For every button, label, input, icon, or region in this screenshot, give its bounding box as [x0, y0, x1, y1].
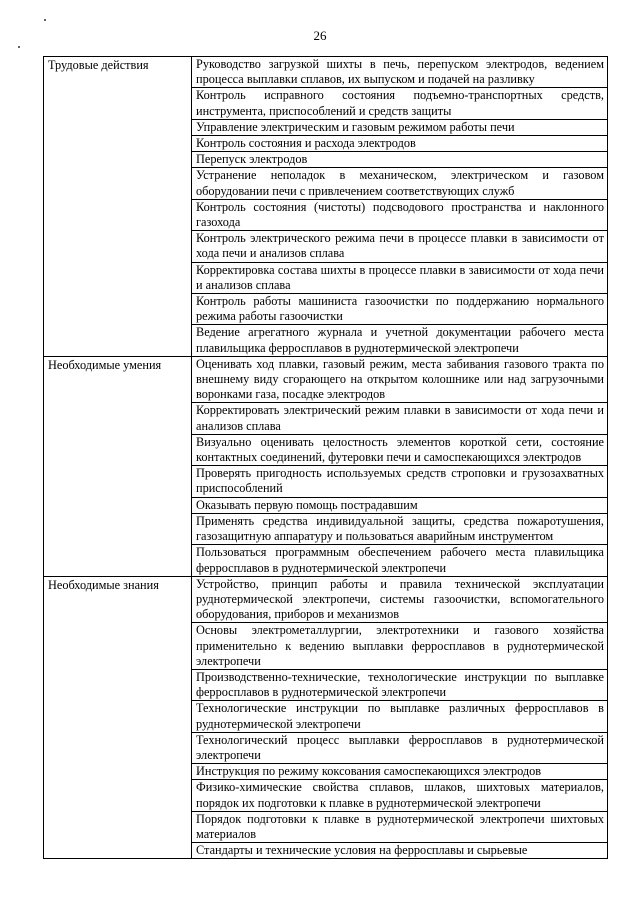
table-cell: Контроль состояния (чистоты) подсводового пространства и наклонного газохода — [192, 199, 608, 230]
table-cell: Стандарты и технические условия на ферросплавы и сырьевые — [192, 843, 608, 859]
table-cell: Визуально оценивать целостность элементов короткой сети, состояние контактных соединений, футеровки печи и самоспекающихся электродов — [192, 434, 608, 465]
table-cell: Ведение агрегатного журнала и учетной документации рабочего места плавильщика ферросплавов в руднотермической электропечи — [192, 325, 608, 356]
table-cell: Порядок подготовки к плавке в руднотермической электропечи шихтовых материалов — [192, 811, 608, 842]
table-cell: Корректировать электрический режим плавки в зависимости от хода печи и анализов сплава — [192, 403, 608, 434]
table-cell: Физико-химические свойства сплавов, шлаков, шихтовых материалов, порядок их подготовки к плавке в руднотермической электропечи — [192, 780, 608, 811]
section-label: Трудовые действия — [44, 57, 192, 357]
table-cell: Основы электрометаллургии, электротехники и газового хозяйства применительно к ведению выплавки ферросплавов в руднотермической электропечи — [192, 623, 608, 670]
professional-standard-table — [43, 56, 608, 859]
table-cell: Контроль работы машиниста газоочистки по поддержанию нормального режима работы газоочистки — [192, 294, 608, 325]
scan-speck — [18, 46, 20, 48]
table-cell: Корректировка состава шихты в процессе плавки в зависимости от хода печи и анализов сплава — [192, 262, 608, 293]
table-cell: Технологический процесс выплавки ферросплавов в руднотермической электропечи — [192, 732, 608, 763]
table-cell: Проверять пригодность используемых средств строповки и грузозахватных приспособлений — [192, 466, 608, 497]
section-label: Необходимые умения — [44, 356, 192, 576]
table-cell: Оценивать ход плавки, газовый режим, места забивания газового тракта по внешнему виду сгорающего на открытом колошнике или над загрузочными воронками газа, посадке электродов — [192, 356, 608, 403]
table-row — [44, 356, 608, 403]
table-cell: Производственно-технические, технологические инструкции по выплавке ферросплавов в руднотермической электропечи — [192, 669, 608, 700]
table-cell: Контроль состояния и расхода электродов — [192, 136, 608, 152]
table-cell: Устройство, принцип работы и правила технической эксплуатации руднотермической электропечи, системы газоочистки, вспомогательного оборудования, приборов и механизмов — [192, 576, 608, 623]
table-cell: Инструкция по режиму коксования самоспекающихся электродов — [192, 764, 608, 780]
table-row — [44, 576, 608, 623]
table-cell: Устранение неполадок в механическом, электрическом и газовом оборудовании печи с привлечением соответствующих служб — [192, 168, 608, 199]
table-cell: Контроль электрического режима печи в процессе плавки в зависимости от хода печи и анализов сплава — [192, 231, 608, 262]
table-cell: Контроль исправного состояния подъемно-транспортных средств, инструмента, приспособлений и средств защиты — [192, 88, 608, 119]
page-number: 26 — [313, 28, 327, 43]
table-cell: Применять средства индивидуальной защиты, средства пожаротушения, газозащитную аппаратуру и пользоваться аварийным инструментом — [192, 513, 608, 544]
table-row — [44, 57, 608, 88]
table-cell: Руководство загрузкой шихты в печь, перепуском электродов, ведением процесса выплавки сплавов, их выпуском и подачей на разливку — [192, 57, 608, 88]
section-label: Необходимые знания — [44, 576, 192, 859]
table-cell: Оказывать первую помощь пострадавшим — [192, 497, 608, 513]
scan-speck — [44, 19, 46, 21]
table-cell: Управление электрическим и газовым режимом работы печи — [192, 119, 608, 135]
table-cell: Пользоваться программным обеспечением рабочего места плавильщика ферросплавов в руднотермической электропечи — [192, 545, 608, 576]
table-cell: Технологические инструкции по выплавке различных ферросплавов в руднотермической электропечи — [192, 701, 608, 732]
table-cell: Перепуск электродов — [192, 152, 608, 168]
